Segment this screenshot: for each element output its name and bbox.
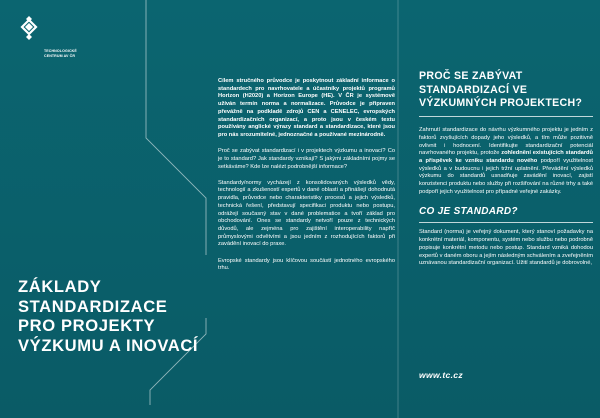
middle-column xyxy=(218,78,395,281)
main-title xyxy=(18,277,198,355)
what-paragraph: Standard (norma) je veřejný dokument, který stanoví požadavky na konkrétní materiál, komponentu, systém nebo službu nebo podrobně popisuje konkrétní metodu nebo postup. Standard vzniká dohodou expertů v daném oboru a jejím následným schválením a zveřejněním uznávanou standardizační organizací. Užití standardů je dobrovolné, xyxy=(419,229,593,267)
title-line-3: PRO PROJEKTY xyxy=(18,316,156,335)
right-column xyxy=(419,70,593,268)
tc-logo-text xyxy=(44,49,77,58)
standards-paragraph: Standardy/normy vycházejí z konsolidovaných výsledků vědy, technologií a zkušeností expertů v dané oblasti a přinášejí dohodnutá pravidla, průvodce nebo charakteristiky procesů a jejich výsledků, technická řešení, představují specifikaci produktu nebo postupu, odrážejí současný stav v dané problematice a tvoří základ pro obchodování. Ones se standardy netvoří pouze z technických důvodů, ale zejména pro zajištění interoperability napříč průmyslovými odvětvími a jsou jedním z rozhodujících faktorů při zavádění inovací do praxe. xyxy=(218,179,395,248)
why-text-part-1: Zahrnutí standardizace do návrhu výzkumného projektu je jedním z faktorů zvyšujících dopady jeho výsledků, a tím může pozitivně ovlivnit i hodnocení. Identifikujte standardizační potenciál navrhovaného projektu, protože xyxy=(419,127,593,157)
heading-divider xyxy=(419,116,593,117)
title-line-4: VÝZKUMU A INOVACÍ xyxy=(18,335,199,355)
title-line-1: ZÁKLADY xyxy=(18,277,102,296)
european-standards-paragraph: Evropské standardy jsou klíčovou součástí jednotného evropského trhu. xyxy=(218,257,395,272)
intro-paragraph: Cílem stručného průvodce je poskytnout základní informace o standardech pro navrhovatele a účastníky projektů programů Horizon (H2020) a Horizon Europe (HE). V ČR je systémově užíván termín norma a normalizace. Průvodce je připraven převážně na podkladě zdrojů CEN a CENELEC, evropských standardizačních organizací, a proto jsou v českém textu používány anglické výrazy standard a standardizace, které jsou pro nás srozumitelné, jednoznačné a používané mezinárodně. xyxy=(218,78,395,138)
questions-paragraph: Proč se zabývat standardizací i v projektech výzkumu a inovací? Co je to standard? Jak standardy vznikají? S jakými základními pojmy se setkáváme? Kde lze nalézt podrobnější informace? xyxy=(218,148,395,170)
tc-logo-icon xyxy=(18,16,40,46)
tc-logo xyxy=(18,16,98,58)
section-heading-what: CO JE STANDARD? xyxy=(419,206,518,218)
website-link[interactable]: www.tc.cz xyxy=(419,370,463,380)
heading-divider xyxy=(419,222,593,223)
why-paragraph xyxy=(419,127,593,196)
why-text-part-2: podpoří využitelnost výsledků a v budoucnu i jejich tržní uplatnění. Převádění výsledků výzkumu do standardů usnadňuje zavádění inovací, zajistí konzistenci produktu nebo služby při rozšiřování na různé trhy a také podpoří jejich využitelnost pro případné veřejné zakázky. xyxy=(419,157,593,195)
section-heading-why: PROČ SE ZABÝVAT STANDARDIZACÍ VE VÝZKUMNÝCH PROJEKTECH? xyxy=(419,70,583,110)
title-line-2: STANDARDIZACE xyxy=(18,296,168,316)
logo-line-1: TECHNOLOGICKÉ xyxy=(44,49,77,53)
logo-line-2: CENTRUM AV ČR xyxy=(44,53,76,58)
why-text-emphasis: zohlednění existujících standardů a přispěvek ke vzniku standardu nového xyxy=(419,150,593,164)
